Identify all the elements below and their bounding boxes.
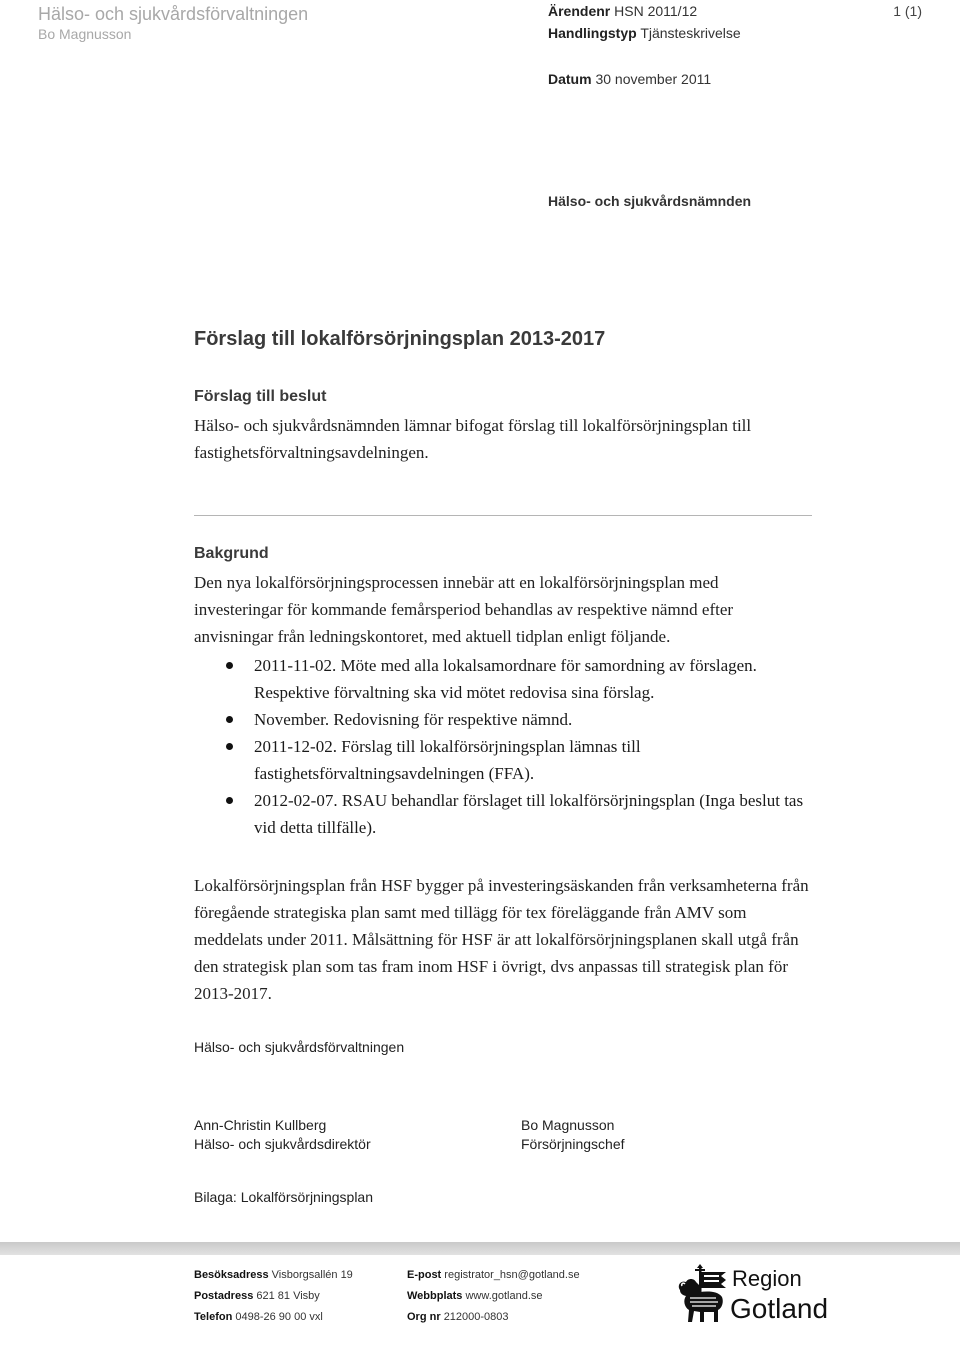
gotland-ram-icon (674, 1264, 730, 1326)
telefon-label: Telefon (194, 1311, 233, 1323)
page-number: 1 (1) (893, 3, 922, 19)
signature-name: Bo Magnusson (521, 1117, 615, 1133)
bakgrund-paragraph: Lokalförsörjningsplan från HSF bygger på investeringsäskanden från verksamheterna från föregående strategiska plan samt med tillägg för tex föreläggande från AMV som meddelats under 2011. Målsättning för HSF är att lokalförsörjningsplanen skall utgå från den strategisk plan som tas fram inom HSF i övrigt, dvs anpassas till strategisk plan för 2013-2017. (194, 876, 809, 1003)
footer-orgnr (407, 1307, 580, 1328)
org-name: Hälso- och sjukvårdsförvaltningen (38, 4, 309, 24)
timeline-list (194, 652, 814, 841)
datum-label: Datum (548, 71, 592, 87)
region-gotland-logo (674, 1262, 844, 1330)
webbplats-link[interactable]: www.gotland.se (465, 1290, 543, 1302)
footer-contact-right (407, 1265, 580, 1328)
arendenr-value: HSN 2011/12 (614, 3, 698, 19)
postadress-value: 621 81 Visby (256, 1290, 320, 1302)
bakgrund-intro: Den nya lokalförsörjningsprocessen innebär att en lokalförsörjningsplan med investeringar för kommande femårsperiod behandlas av respektive nämnd efter anvisningar från ledningskontoret, med aktuell tidplan enligt följande. (194, 573, 734, 646)
datum-value: 30 november 2011 (595, 71, 712, 87)
list-item-text: 2012-02-07. RSAU behandlar förslaget till lokalförsörjningsplan (Inga beslut tas vid detta tillfälle). (254, 791, 804, 837)
list-item (194, 706, 814, 733)
logo-line-gotland: Gotland (730, 1293, 829, 1324)
org-person: Bo Magnusson (38, 26, 132, 42)
handlingstyp-label: Handlingstyp (548, 25, 637, 41)
bakgrund-heading: Bakgrund (194, 545, 269, 562)
signature-block-1 (194, 1116, 371, 1154)
section-divider (194, 515, 812, 516)
beslut-heading: Förslag till beslut (194, 388, 327, 405)
telefon-value: 0498-26 90 00 vxl (235, 1311, 323, 1323)
list-item (194, 787, 814, 841)
bullet-icon (226, 743, 233, 750)
beslut-text: Hälso- och sjukvårdsnämnden lämnar bifogat förslag till lokalförsörjningsplan till fastighetsförvaltningsavdelningen. (194, 416, 752, 462)
recipient: Hälso- och sjukvårdsnämnden (548, 193, 752, 209)
footer-telefon (194, 1307, 353, 1328)
arendenr-label: Ärendenr (548, 3, 611, 19)
sender-org: Hälso- och sjukvårdsförvaltningen (194, 1039, 405, 1055)
signature-role: Hälso- och sjukvårdsdirektör (194, 1136, 371, 1152)
orgnr-label: Org nr (407, 1311, 441, 1323)
footer-contact-left (194, 1265, 353, 1328)
bullet-icon (226, 797, 233, 804)
footer-postadress (194, 1286, 353, 1307)
epost-link[interactable]: registrator_hsn@gotland.se (444, 1269, 580, 1281)
besoksadress-label: Besöksadress (194, 1269, 269, 1281)
list-item-text: 2011-11-02. Möte med alla lokalsamordnare för samordning av förslagen. Respektive förvaltning ska vid mötet redovisa sina förslag. (254, 656, 757, 702)
footer-band (0, 1242, 960, 1255)
signature-name: Ann-Christin Kullberg (194, 1117, 327, 1133)
signature-role: Försörjningschef (521, 1136, 625, 1152)
datum-row (548, 71, 711, 87)
footer-besoksadress (194, 1265, 353, 1286)
handlingstyp-value: Tjänsteskrivelse (640, 25, 741, 41)
list-item (194, 733, 814, 787)
attachment-note: Bilaga: Lokalförsörjningsplan (194, 1189, 373, 1205)
page-title: Förslag till lokalförsörjningsplan 2013-2017 (194, 328, 606, 350)
webbplats-label: Webbplats (407, 1290, 463, 1302)
orgnr-value: 212000-0803 (443, 1311, 509, 1323)
list-item-text: 2011-12-02. Förslag till lokalförsörjningsplan lämnas till fastighetsförvaltningsavdelningen (FFA). (254, 737, 641, 783)
footer-webbplats (407, 1286, 580, 1307)
list-item-text: November. Redovisning för respektive nämnd. (254, 710, 573, 729)
logo-line-region: Region (732, 1266, 802, 1291)
footer-epost (407, 1265, 580, 1286)
besoksadress-value: Visborgsallén 19 (271, 1269, 353, 1281)
arendenr-row (548, 3, 697, 19)
bullet-icon (226, 662, 233, 669)
postadress-label: Postadress (194, 1290, 254, 1302)
list-item (194, 652, 814, 706)
bullet-icon (226, 716, 233, 723)
epost-label: E-post (407, 1269, 442, 1281)
signature-block-2 (521, 1116, 625, 1154)
handlingstyp-row (548, 25, 741, 41)
